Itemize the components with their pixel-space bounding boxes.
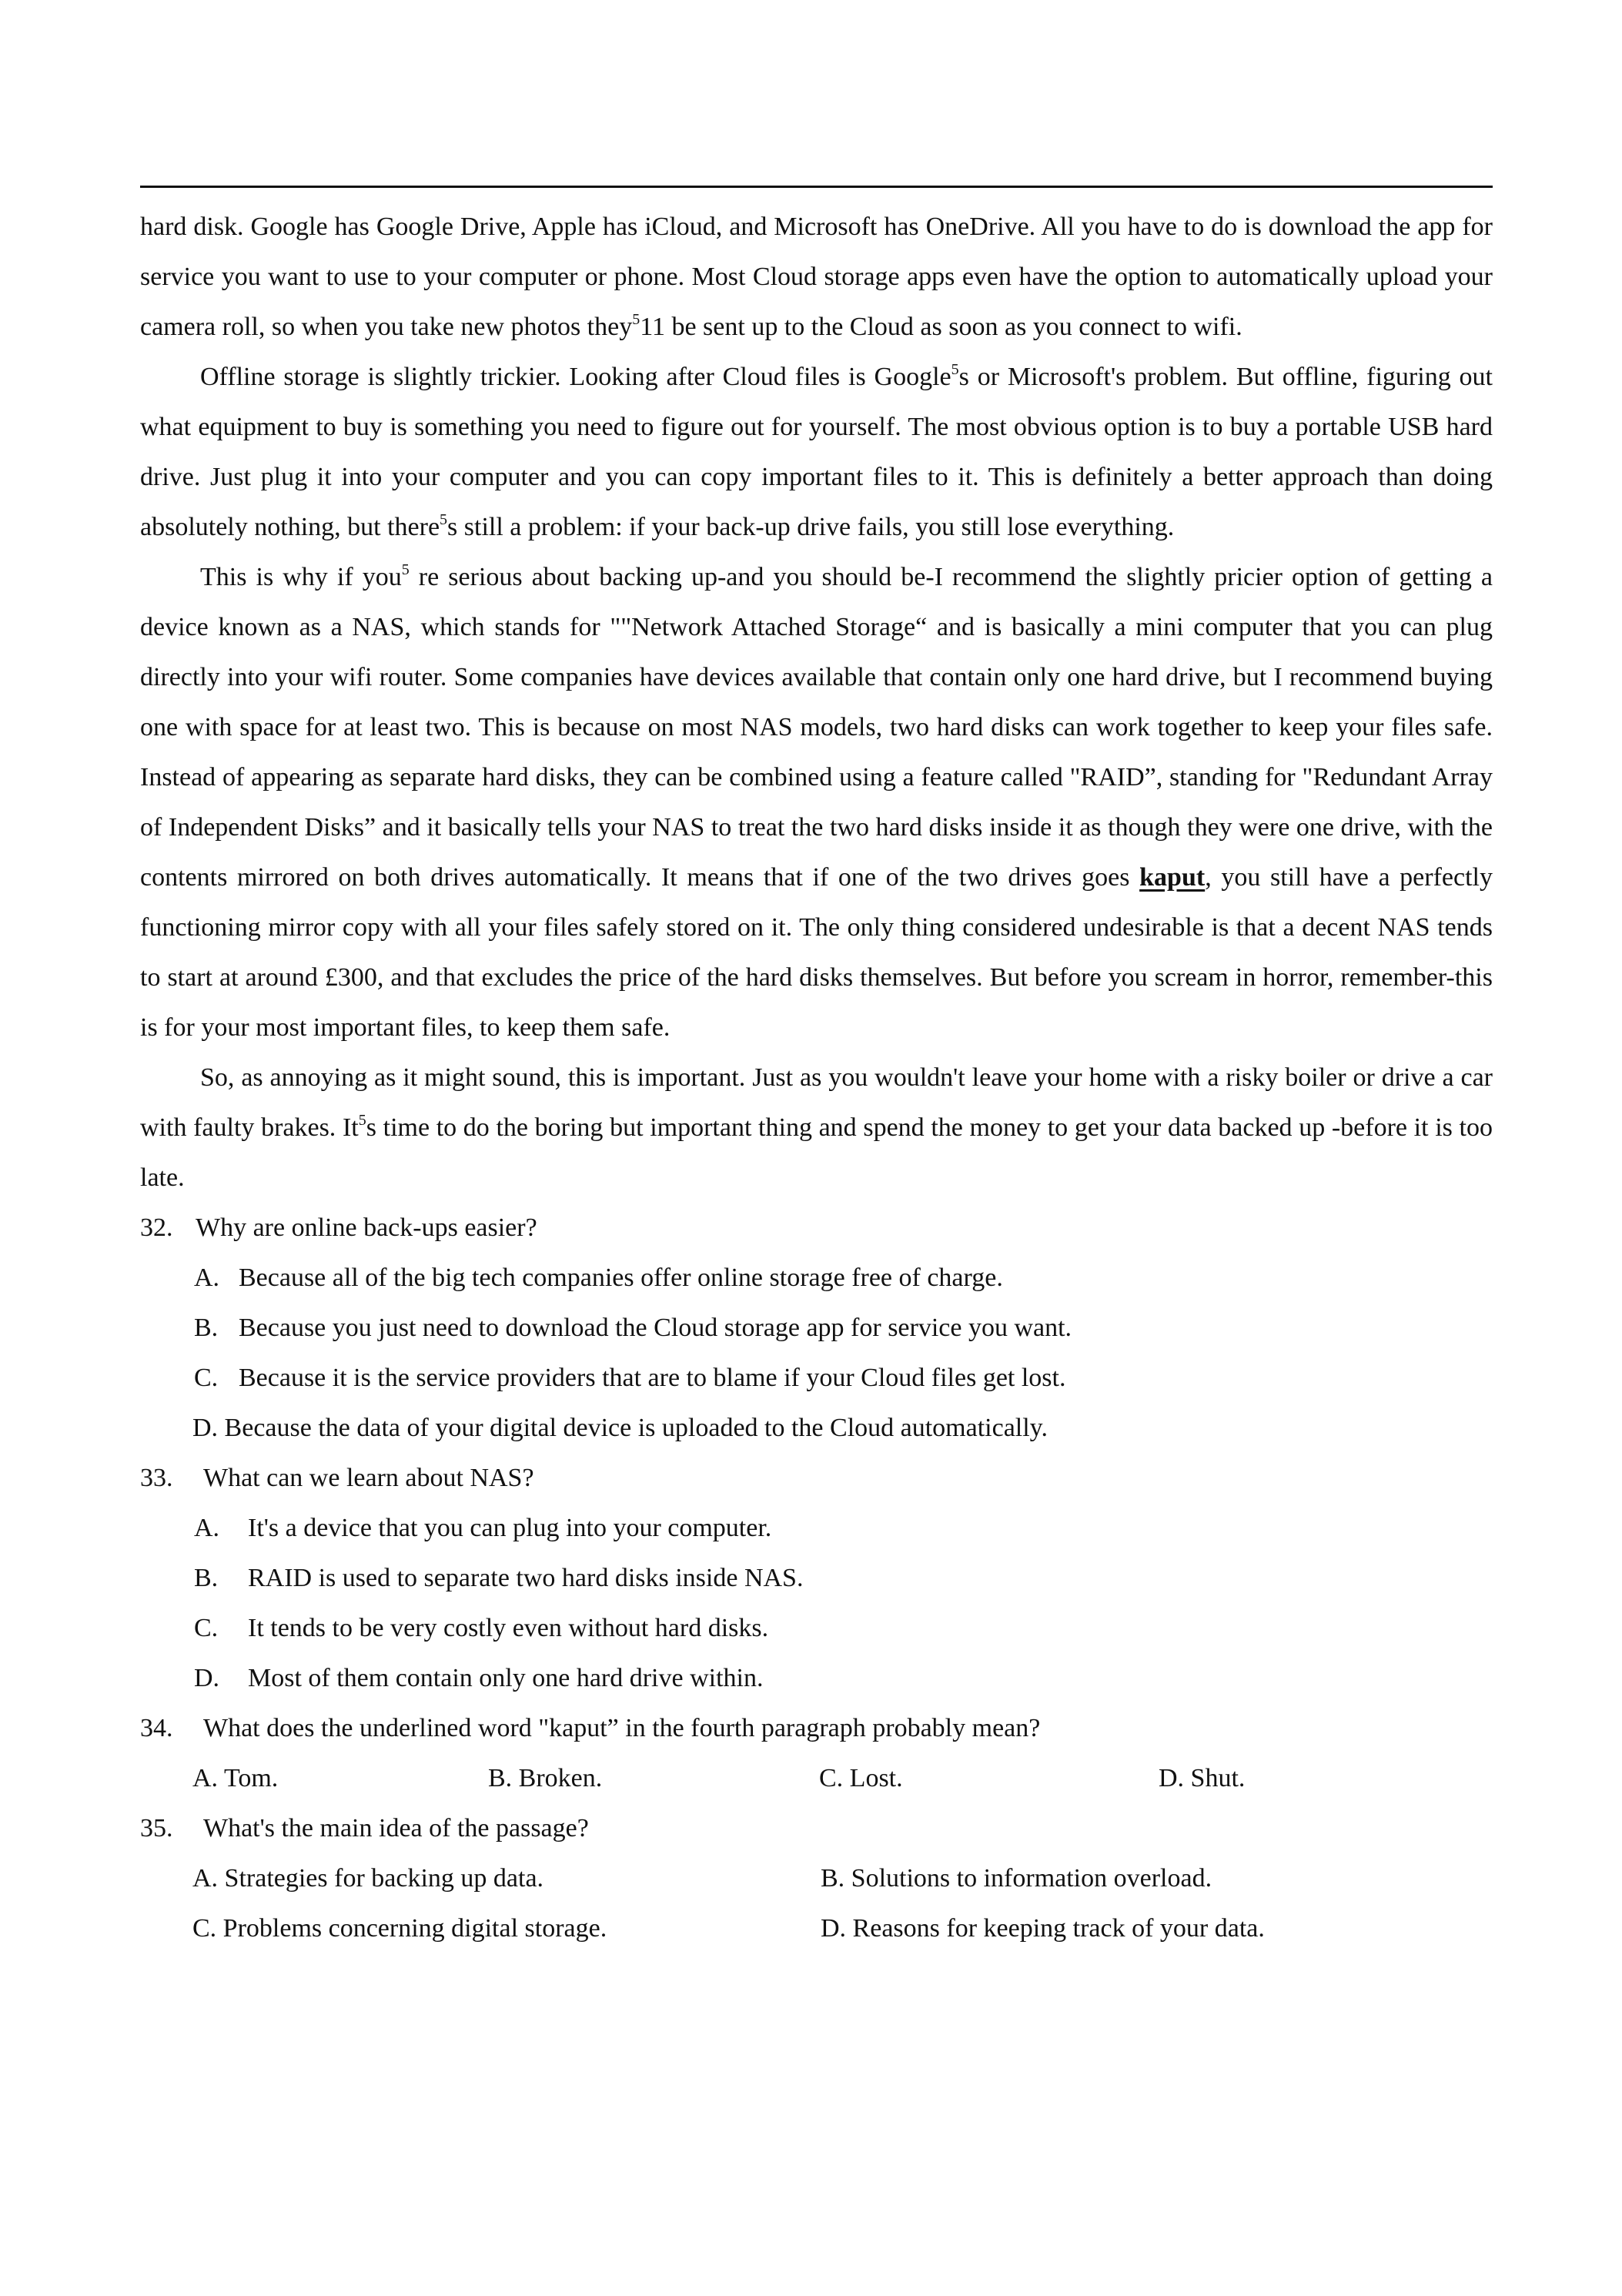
option-letter: D. — [194, 1664, 220, 1692]
option-33-d[interactable] — [140, 1653, 1493, 1703]
superscript-mark: 5 — [632, 310, 640, 328]
paragraph-1-text-cont: 11 be sent up to the Cloud as soon as you connect to wifi. — [640, 313, 1242, 341]
question-text: Why are online back-ups easier? — [196, 1213, 537, 1242]
options-34 — [140, 1753, 1493, 1803]
option-text: It's a device that you can plug into your computer. — [248, 1514, 772, 1542]
option-letter: A. — [194, 1263, 220, 1292]
option-35-b[interactable]: B. Solutions to information overload. — [821, 1864, 1212, 1893]
question-34 — [140, 1703, 1493, 1753]
option-32-b[interactable] — [140, 1303, 1493, 1353]
option-letter: A. — [194, 1514, 220, 1542]
option-34-b[interactable]: B. Broken. — [488, 1764, 603, 1792]
paragraph-1-text: hard disk. Google has Google Drive, Apple has iCloud, and Microsoft has OneDrive. All you have to do is download the app for service you want to use to your computer or phone. Most Cloud storage apps even have the option to automatically upload your camera roll, so when you take new photos they — [140, 213, 1493, 341]
superscript-mark: 5 — [358, 1111, 366, 1129]
paragraph-2 — [140, 352, 1493, 552]
question-35 — [140, 1803, 1493, 1853]
paragraph-4-text-cont: s time to do the boring but important thing and spend the money to get your data backed up -before it is too late. — [140, 1113, 1493, 1192]
paragraph-4-text: So, as annoying as it might sound, this is important. Just as you wouldn't leave your home with a risky boiler or drive a car with faulty brakes. It — [140, 1063, 1493, 1142]
option-text: Because it is the service providers that are to blame if your Cloud files get lost. — [239, 1364, 1066, 1392]
option-35-d[interactable]: D. Reasons for keeping track of your data. — [821, 1914, 1265, 1943]
option-letter: B. — [194, 1314, 219, 1342]
option-text: D. Because the data of your digital device is uploaded to the Cloud automatically. — [192, 1414, 1048, 1442]
superscript-mark: 5 — [951, 360, 959, 378]
option-33-b[interactable] — [140, 1553, 1493, 1603]
option-33-a[interactable] — [140, 1503, 1493, 1553]
paragraph-4 — [140, 1053, 1493, 1203]
option-text: Most of them contain only one hard drive within. — [248, 1664, 764, 1692]
superscript-mark: 5 — [440, 510, 448, 528]
question-text: What does the underlined word "kaput” in the fourth paragraph probably mean? — [203, 1714, 1041, 1742]
question-number: 34. — [140, 1714, 173, 1742]
paragraph-3-text-cont: re serious about backing up-and you should be-I recommend the slightly pricier option of getting a device known as a NAS, which stands for ""Network Attached Storage“ and is basically a mini computer that you can plug directly into your wifi router. Some companies have devices available that contain only one hard drive, but I recommend buying one with space for at least two. This is because on most NAS models, two hard disks can work together to keep your files safe. Instead of appearing as separate hard disks, they can be combined using a feature called "RAID”, standing for "Redundant Array of Independent Disks” and it basically tells your NAS to treat the two hard disks inside it as though they were one drive, with the contents mirrored on both drives automatically. It means that if one of the two drives goes — [140, 563, 1493, 892]
header-rule — [140, 186, 1493, 188]
question-number: 35. — [140, 1814, 173, 1842]
option-34-d[interactable]: D. Shut. — [1159, 1764, 1246, 1792]
paragraph-3-text-end: , you still have a perfectly functioning mirror copy with all your files safely stored on it. The only thing considered undesirable is that a decent NAS tends to start at around £300, and that excludes the price of the hard disks themselves. But before you scream in horror, remember-this is for your most important files, to keep them safe. — [140, 863, 1493, 1042]
option-32-a[interactable] — [140, 1253, 1493, 1303]
option-34-c[interactable]: C. Lost. — [819, 1764, 903, 1792]
option-letter: C. — [194, 1364, 219, 1392]
question-32 — [140, 1203, 1493, 1253]
paragraph-3-text: This is why if you — [200, 563, 402, 591]
option-text: Because all of the big tech companies offer online storage free of charge. — [239, 1263, 1003, 1292]
question-text: What can we learn about NAS? — [203, 1464, 534, 1492]
superscript-mark: 5 — [401, 561, 410, 578]
option-35-a[interactable]: A. Strategies for backing up data. — [192, 1864, 544, 1893]
options-35-row-2 — [140, 1903, 1493, 1953]
document-page — [140, 202, 1493, 1953]
option-letter: B. — [194, 1564, 219, 1592]
option-33-c[interactable] — [140, 1603, 1493, 1653]
paragraph-2-text: Offline storage is slightly trickier. Looking after Cloud files is Google — [200, 363, 951, 391]
question-number: 33. — [140, 1464, 173, 1492]
question-text: What's the main idea of the passage? — [203, 1814, 589, 1842]
paragraph-2-text-end: s still a problem: if your back-up drive fails, you still lose everything. — [447, 513, 1175, 541]
option-text: Because you just need to download the Cloud storage app for service you want. — [239, 1314, 1072, 1342]
paragraph-1 — [140, 202, 1493, 352]
option-32-c[interactable] — [140, 1353, 1493, 1403]
option-letter: C. — [194, 1614, 219, 1642]
underlined-word-kaput: kaput — [1139, 863, 1206, 892]
option-34-a[interactable]: A. Tom. — [192, 1764, 279, 1792]
options-35-row-1 — [140, 1853, 1493, 1903]
question-33 — [140, 1453, 1493, 1503]
paragraph-2-text-cont: s or Microsoft's problem. But offline, figuring out what equipment to buy is something you need to figure out for yourself. The most obvious option is to buy a portable USB hard drive. Just plug it into your computer and you can copy important files to it. This is definitely a better approach than doing absolutely nothing, but there — [140, 363, 1493, 541]
question-number: 32. — [140, 1213, 173, 1242]
paragraph-3 — [140, 552, 1493, 1053]
option-32-d[interactable] — [140, 1403, 1493, 1453]
option-text: RAID is used to separate two hard disks inside NAS. — [248, 1564, 804, 1592]
option-35-c[interactable]: C. Problems concerning digital storage. — [192, 1914, 607, 1943]
option-text: It tends to be very costly even without hard disks. — [248, 1614, 769, 1642]
